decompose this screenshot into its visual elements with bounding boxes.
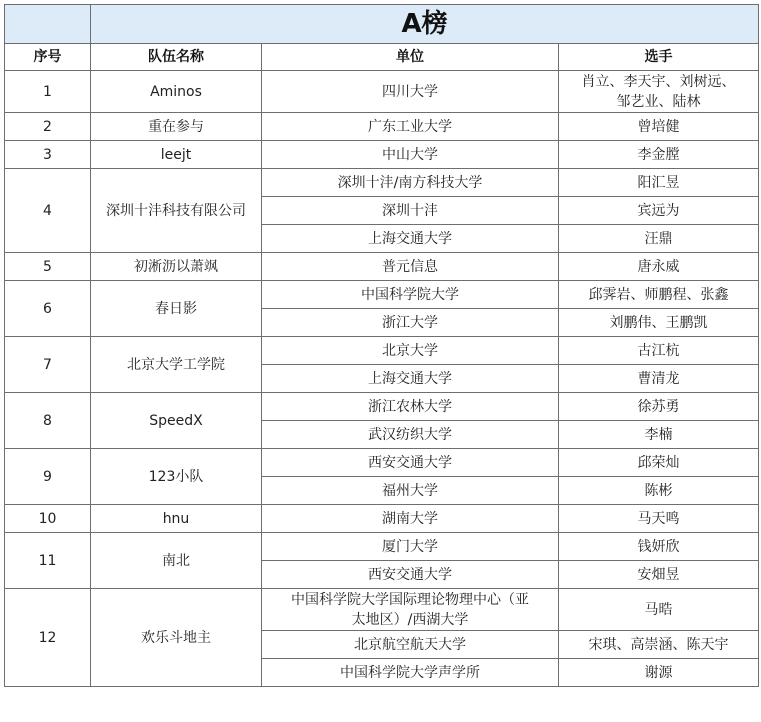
- team-name: 初淅沥以萧飒: [91, 253, 262, 281]
- players-cell: 邱霁岩、师鹏程、张鑫: [559, 281, 759, 309]
- players-cell: 刘鹏伟、王鹏凯: [559, 309, 759, 337]
- team-number: 10: [5, 505, 91, 533]
- unit-cell: 北京航空航天大学: [262, 631, 559, 659]
- players-cell: 马天鸣: [559, 505, 759, 533]
- table-row: [5, 141, 759, 169]
- table-row: [5, 281, 759, 309]
- unit-cell: 中国科学院大学国际理论物理中心（亚 太地区）/西湖大学: [262, 589, 559, 631]
- table-title: A榜: [91, 5, 759, 44]
- team-name: 北京大学工学院: [91, 337, 262, 393]
- unit-cell: 湖南大学: [262, 505, 559, 533]
- unit-cell: 深圳十沣: [262, 197, 559, 225]
- unit-cell: 四川大学: [262, 71, 559, 113]
- unit-cell: 中国科学院大学声学所: [262, 659, 559, 687]
- unit-cell: 中国科学院大学: [262, 281, 559, 309]
- unit-cell: 厦门大学: [262, 533, 559, 561]
- players-cell: 宾远为: [559, 197, 759, 225]
- players-cell: 曹清龙: [559, 365, 759, 393]
- unit-cell: 深圳十沣/南方科技大学: [262, 169, 559, 197]
- team-number: 9: [5, 449, 91, 505]
- unit-cell: 普元信息: [262, 253, 559, 281]
- header-no: 序号: [5, 44, 91, 71]
- players-cell: 李楠: [559, 421, 759, 449]
- team-number: 7: [5, 337, 91, 393]
- team-number: 5: [5, 253, 91, 281]
- players-cell: 安畑昱: [559, 561, 759, 589]
- unit-cell: 上海交通大学: [262, 365, 559, 393]
- team-name: SpeedX: [91, 393, 262, 449]
- table-row: [5, 449, 759, 477]
- team-number: 4: [5, 169, 91, 253]
- players-cell: 谢源: [559, 659, 759, 687]
- table-row: [5, 253, 759, 281]
- players-cell: 邱荣灿: [559, 449, 759, 477]
- players-cell: 唐永威: [559, 253, 759, 281]
- unit-cell: 福州大学: [262, 477, 559, 505]
- players-cell: 李金膛: [559, 141, 759, 169]
- players-cell: 古江杭: [559, 337, 759, 365]
- players-cell: 马晧: [559, 589, 759, 631]
- team-name: 欢乐斗地主: [91, 589, 262, 687]
- team-number: 12: [5, 589, 91, 687]
- team-name: Aminos: [91, 71, 262, 113]
- table-row: [5, 71, 759, 113]
- team-name: 深圳十沣科技有限公司: [91, 169, 262, 253]
- ranking-table: [4, 4, 759, 687]
- team-name: leejt: [91, 141, 262, 169]
- table-row: [5, 589, 759, 631]
- unit-cell: 西安交通大学: [262, 561, 559, 589]
- team-name: 南北: [91, 533, 262, 589]
- header-team-name: 队伍名称: [91, 44, 262, 71]
- unit-cell: 中山大学: [262, 141, 559, 169]
- team-number: 3: [5, 141, 91, 169]
- team-number: 11: [5, 533, 91, 589]
- table-row: [5, 505, 759, 533]
- players-cell: 陈彬: [559, 477, 759, 505]
- table-row: [5, 533, 759, 561]
- unit-cell: 广东工业大学: [262, 113, 559, 141]
- unit-cell: 上海交通大学: [262, 225, 559, 253]
- players-cell: 钱妍欣: [559, 533, 759, 561]
- title-row: [5, 5, 759, 44]
- header-players: 选手: [559, 44, 759, 71]
- header-row: [5, 44, 759, 71]
- team-name: 重在参与: [91, 113, 262, 141]
- unit-cell: 浙江大学: [262, 309, 559, 337]
- unit-cell: 武汉纺织大学: [262, 421, 559, 449]
- table-row: [5, 337, 759, 365]
- team-number: 6: [5, 281, 91, 337]
- title-corner-cell: [5, 5, 91, 44]
- players-cell: 宋琪、高崇涵、陈天宇: [559, 631, 759, 659]
- players-cell: 徐苏勇: [559, 393, 759, 421]
- team-number: 2: [5, 113, 91, 141]
- team-number: 8: [5, 393, 91, 449]
- table-row: [5, 169, 759, 197]
- players-cell: 肖立、李天宇、刘树远、 邹艺业、陆林: [559, 71, 759, 113]
- team-number: 1: [5, 71, 91, 113]
- table-row: [5, 113, 759, 141]
- unit-cell: 北京大学: [262, 337, 559, 365]
- table-row: [5, 393, 759, 421]
- unit-cell: 西安交通大学: [262, 449, 559, 477]
- team-name: 123小队: [91, 449, 262, 505]
- team-name: 春日影: [91, 281, 262, 337]
- team-name: hnu: [91, 505, 262, 533]
- players-cell: 阳汇昱: [559, 169, 759, 197]
- players-cell: 汪鼎: [559, 225, 759, 253]
- unit-cell: 浙江农林大学: [262, 393, 559, 421]
- players-cell: 曾培健: [559, 113, 759, 141]
- header-unit: 单位: [262, 44, 559, 71]
